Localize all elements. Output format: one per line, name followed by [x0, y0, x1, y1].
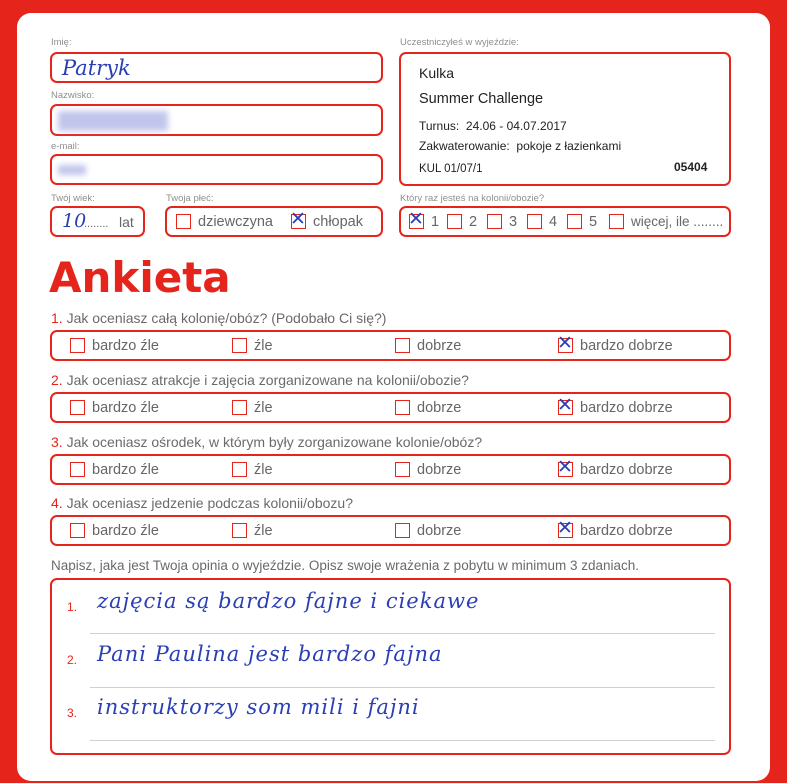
- question-3-option-2[interactable]: źle: [232, 456, 273, 483]
- answer-line: [90, 633, 715, 634]
- checkbox-2[interactable]: [447, 214, 462, 229]
- checkbox[interactable]: [232, 400, 247, 415]
- question-2-option-4[interactable]: ✕ bardzo dobrze: [557, 394, 673, 416]
- answer-1-text: zajęcia są bardzo fajne i ciekawe: [97, 589, 480, 613]
- ktory-raz-option-4[interactable]: 4: [527, 208, 557, 235]
- plec-option-chlopak[interactable]: ✕ chłopak: [290, 208, 363, 230]
- question-4-option-3[interactable]: dobrze: [395, 517, 461, 544]
- checkbox[interactable]: [395, 400, 410, 415]
- question-1-option-2[interactable]: źle: [232, 332, 273, 359]
- checkbox[interactable]: [557, 456, 573, 478]
- checkbox-4[interactable]: [527, 214, 542, 229]
- imie-value: Patryk: [62, 56, 131, 80]
- wiek-value: 10: [62, 210, 87, 232]
- imie-label: Imię:: [51, 37, 72, 48]
- imie-field[interactable]: [50, 52, 383, 83]
- answer-1-num: 1.: [67, 600, 78, 614]
- sticker-number: 05404: [674, 160, 708, 174]
- question-1-option-4[interactable]: ✕ bardzo dobrze: [557, 332, 673, 354]
- ktory-raz-label: Który raz jesteś na kolonii/obozie?: [400, 193, 545, 204]
- redacted-surname: [58, 111, 168, 131]
- checkbox[interactable]: [232, 523, 247, 538]
- email-field[interactable]: [50, 154, 383, 185]
- question-1-label: 1. Jak oceniasz całą kolonię/obóz? (Podobało Ci się?): [51, 310, 387, 326]
- question-3-option-4[interactable]: ✕ bardzo dobrze: [557, 456, 673, 478]
- opinion-prompt: Napisz, jaka jest Twoja opinia o wyjeździe. Opisz swoje wrażenia z pobytu w minimum 3 zdaniach.: [51, 558, 640, 573]
- checkbox-3[interactable]: [487, 214, 502, 229]
- checkbox-chlopak[interactable]: [290, 208, 306, 230]
- email-label: e-mail:: [51, 141, 80, 152]
- question-2-options: [50, 392, 731, 423]
- check-x-icon: ✕: [557, 517, 573, 539]
- question-4-label: 4. Jak oceniasz jedzenie podczas kolonii/obozu?: [51, 495, 353, 511]
- question-3-option-3[interactable]: dobrze: [395, 456, 461, 483]
- ktory-raz-option-5[interactable]: 5: [567, 208, 597, 235]
- ktory-raz-field: [399, 206, 731, 237]
- checkbox-more[interactable]: [609, 214, 624, 229]
- question-2-label: 2. Jak oceniasz atrakcje i zajęcia zorganizowane na kolonii/obozie?: [51, 372, 469, 388]
- sticker-turnus: Turnus: 24.06 - 04.07.2017: [419, 119, 567, 133]
- sticker-zakwaterowanie: Zakwaterowanie: pokoje z łazienkami: [419, 139, 622, 153]
- checkbox[interactable]: [557, 332, 573, 354]
- ktory-raz-option-3[interactable]: 3: [487, 208, 517, 235]
- check-x-icon: ✕: [290, 208, 306, 230]
- question-3-option-1[interactable]: bardzo źle: [70, 456, 159, 483]
- checkbox[interactable]: [70, 400, 85, 415]
- checkbox-5[interactable]: [567, 214, 582, 229]
- survey-form: [17, 13, 770, 781]
- wiek-label: Twój wiek:: [51, 193, 95, 204]
- checkbox-1[interactable]: [408, 208, 424, 230]
- redacted-email: [58, 165, 86, 175]
- uczestniczyles-label: Uczestniczyłeś w wyjeździe:: [400, 37, 519, 48]
- question-4-option-4[interactable]: ✕ bardzo dobrze: [557, 517, 673, 539]
- question-3-options: [50, 454, 731, 485]
- nazwisko-label: Nazwisko:: [51, 90, 95, 101]
- checkbox[interactable]: [395, 338, 410, 353]
- sticker-program: Summer Challenge: [419, 91, 544, 107]
- answer-3-num: 3.: [67, 706, 78, 720]
- page-title: Ankieta: [49, 253, 231, 302]
- checkbox[interactable]: [70, 338, 85, 353]
- plec-option-dziewczyna[interactable]: dziewczyna: [176, 208, 273, 235]
- answer-line: [90, 687, 715, 688]
- ktory-raz-option-more[interactable]: więcej, ile ........: [609, 208, 723, 235]
- check-x-icon: ✕: [557, 456, 573, 478]
- sticker-name: Kulka: [419, 65, 455, 81]
- check-x-icon: ✕: [408, 208, 424, 230]
- checkbox[interactable]: [395, 523, 410, 538]
- question-3-label: 3. Jak oceniasz ośrodek, w którym były zorganizowane kolonie/obóz?: [51, 434, 483, 450]
- question-2-option-1[interactable]: bardzo źle: [70, 394, 159, 421]
- plec-field: [165, 206, 383, 237]
- sticker-code: KUL 01/07/1: [419, 163, 483, 175]
- ktory-raz-option-1[interactable]: ✕ 1: [408, 208, 440, 230]
- checkbox[interactable]: [70, 523, 85, 538]
- nazwisko-field[interactable]: [50, 104, 383, 136]
- checkbox[interactable]: [557, 394, 573, 416]
- ktory-raz-option-2[interactable]: 2: [447, 208, 477, 235]
- answer-line: [90, 740, 715, 741]
- checkbox[interactable]: [395, 462, 410, 477]
- check-x-icon: ✕: [557, 332, 573, 354]
- checkbox-dziewczyna[interactable]: [176, 214, 191, 229]
- answer-3-text: instruktorzy som mili i fajni: [97, 695, 420, 719]
- wiek-unit: lat: [119, 214, 134, 230]
- wiek-dots: ........: [84, 218, 109, 230]
- question-2-option-3[interactable]: dobrze: [395, 394, 461, 421]
- check-x-icon: ✕: [557, 394, 573, 416]
- plec-label: Twoja płeć:: [166, 193, 214, 204]
- checkbox[interactable]: [232, 462, 247, 477]
- question-2-option-2[interactable]: źle: [232, 394, 273, 421]
- question-4-option-2[interactable]: źle: [232, 517, 273, 544]
- question-4-option-1[interactable]: bardzo źle: [70, 517, 159, 544]
- question-1-option-1[interactable]: bardzo źle: [70, 332, 159, 359]
- trip-sticker: [399, 52, 731, 186]
- question-1-options: [50, 330, 731, 361]
- question-1-option-3[interactable]: dobrze: [395, 332, 461, 359]
- answer-2-text: Pani Paulina jest bardzo fajna: [97, 642, 443, 666]
- checkbox[interactable]: [232, 338, 247, 353]
- answer-2-num: 2.: [67, 653, 78, 667]
- checkbox[interactable]: [557, 517, 573, 539]
- checkbox[interactable]: [70, 462, 85, 477]
- wiek-field[interactable]: [50, 206, 145, 237]
- question-4-options: [50, 515, 731, 546]
